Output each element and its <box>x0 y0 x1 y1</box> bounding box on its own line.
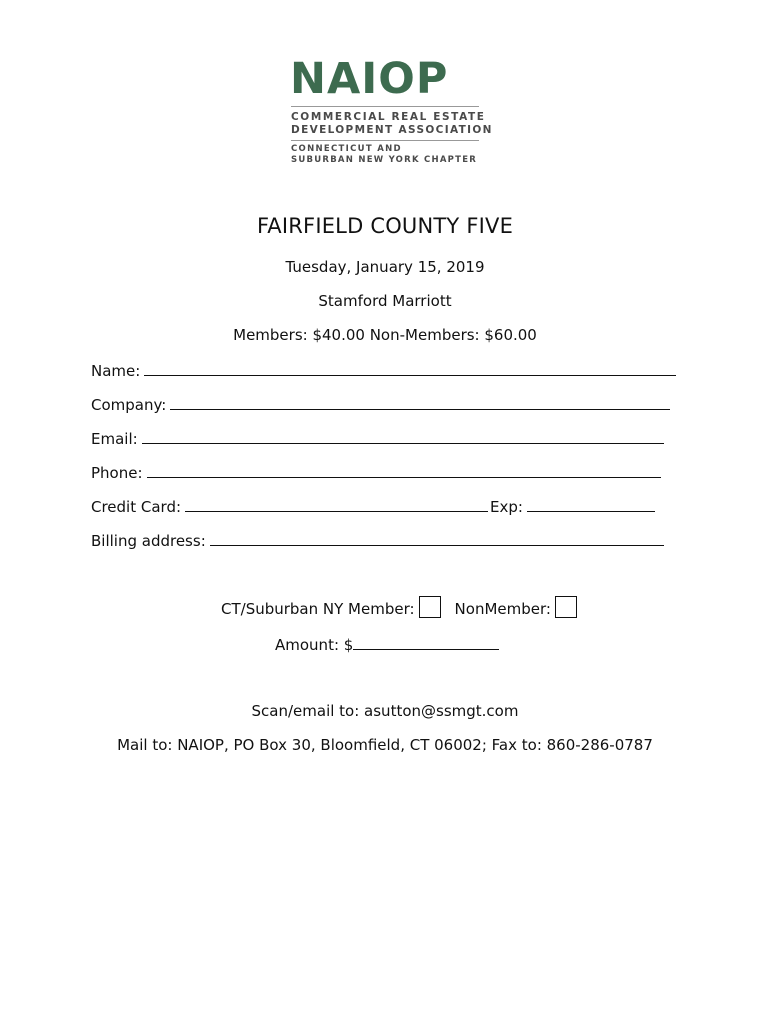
logo-divider-top <box>291 106 479 107</box>
credit-card-label: Credit Card: <box>91 498 182 516</box>
logo-chapter-2: SUBURBAN NEW YORK CHAPTER <box>291 155 478 165</box>
logo-chapter-1: CONNECTICUT AND <box>291 144 402 154</box>
amount-field[interactable] <box>353 634 499 650</box>
company-field[interactable] <box>170 394 670 410</box>
credit-card-row <box>91 496 655 516</box>
phone-row <box>91 462 661 482</box>
amount-row <box>275 634 499 654</box>
phone-field[interactable] <box>147 462 661 478</box>
nonmember-checkbox[interactable] <box>555 596 577 618</box>
logo-wordmark: NAIOP <box>290 54 449 104</box>
logo-divider-bottom <box>291 140 479 141</box>
exp-label: Exp: <box>490 498 523 516</box>
billing-row <box>91 530 664 550</box>
naiop-logo <box>290 54 493 170</box>
event-title: FAIRFIELD COUNTY FIVE <box>256 214 514 238</box>
member-checkbox[interactable] <box>419 596 441 618</box>
event-venue: Stamford Marriott <box>318 292 452 310</box>
email-label: Email: <box>91 430 138 448</box>
billing-field[interactable] <box>210 530 664 546</box>
nonmember-label: NonMember: <box>454 600 551 618</box>
email-row <box>91 428 664 448</box>
name-field[interactable] <box>144 360 676 376</box>
logo-tagline-2: DEVELOPMENT ASSOCIATION <box>291 124 493 136</box>
amount-label: Amount: $ <box>275 636 354 654</box>
event-pricing: Members: $40.00 Non-Members: $60.00 <box>233 326 537 344</box>
billing-label: Billing address: <box>91 532 206 550</box>
event-date: Tuesday, January 15, 2019 <box>285 258 485 276</box>
name-row <box>91 360 676 380</box>
exp-field[interactable] <box>527 496 655 512</box>
phone-label: Phone: <box>91 464 143 482</box>
company-label: Company: <box>91 396 167 414</box>
company-row <box>91 394 670 414</box>
email-field[interactable] <box>142 428 664 444</box>
member-label: CT/Suburban NY Member: <box>221 600 415 618</box>
membership-row <box>221 596 577 618</box>
mail-to-line: Mail to: NAIOP, PO Box 30, Bloomfield, CT 06002; Fax to: 860-286-0787 <box>117 736 653 754</box>
name-label: Name: <box>91 362 141 380</box>
scan-email-line: Scan/email to: asutton@ssmgt.com <box>251 702 519 720</box>
credit-card-field[interactable] <box>185 496 488 512</box>
logo-tagline-1: COMMERCIAL REAL ESTATE <box>291 111 486 123</box>
